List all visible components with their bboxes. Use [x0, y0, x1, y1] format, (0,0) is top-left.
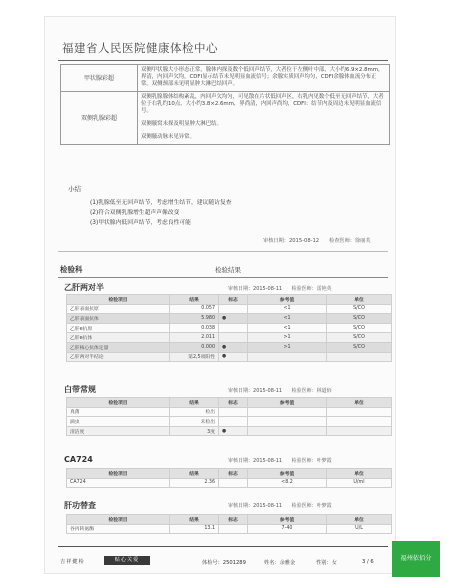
cell-flag [219, 407, 248, 417]
col-result: 结果 [170, 515, 219, 525]
section-title: 肝功替查 [64, 501, 96, 510]
table-header [67, 469, 392, 479]
cell-item: 乙肝e抗原 [67, 323, 170, 333]
checker-label: 检验医师： [291, 458, 317, 464]
cell-flag [219, 524, 248, 534]
cell-result: 未检出 [170, 417, 219, 427]
cell-item: 乙肝表面抗原 [67, 304, 170, 314]
finding-line: 双侧甲状腺大小形态正常，腺体内探及数个低回声结节，大者位于左侧叶中部，大小约6.9×2.8mm，界清，内回声欠均，CDFI显示结节未见明显血流信号；余腺实质回声均匀，CDFI余腺体血流分布正常。双侧颈部未见明显肿大淋巴结回声。 [141, 67, 384, 87]
page-number: 3 / 6 [362, 559, 374, 565]
checker-name: 雷艳英 [316, 286, 332, 292]
cell-ref [248, 407, 327, 417]
checker-name: 叶梦霞 [316, 503, 332, 509]
table-row [67, 417, 392, 427]
col-item: 检验项目 [67, 469, 170, 479]
summary-audit [263, 237, 371, 244]
finding-line: 双侧腋窝未探及明显肿大淋巴结。 [141, 121, 222, 127]
footer-slogan: 贴心关爱 [104, 556, 150, 565]
lab-title: 检验科 [60, 265, 83, 274]
cell-result: 0.038 [170, 323, 219, 333]
cell-flag: ● [219, 342, 248, 352]
table-row [67, 333, 392, 343]
cell-ref: <1 [248, 314, 327, 324]
leucorrhea-table [66, 397, 392, 436]
table-row [67, 352, 392, 362]
sex-label: 性别： [316, 560, 332, 566]
section-title: 白带常规 [64, 385, 96, 394]
liver-table [66, 514, 392, 534]
ca724-table [66, 468, 392, 488]
cell-unit: U/L [327, 524, 392, 534]
sex-value: 女 [331, 560, 337, 566]
audit-date: 2015-08-11 [253, 458, 283, 464]
audit-date: 2015-08-11 [253, 286, 283, 292]
ultrasound-table [60, 64, 390, 145]
section-audit [228, 457, 332, 464]
audit-label: 审核日期： [263, 238, 289, 244]
summary-item: (3)甲状腺内低回声结节，考虑良性可能 [90, 220, 191, 226]
thyroid-row [61, 65, 390, 92]
cell-ref: 7-40 [248, 524, 327, 534]
table-header [67, 398, 392, 408]
col-flag: 标志 [219, 515, 248, 525]
header-divider [58, 60, 388, 61]
col-ref: 参考值 [248, 469, 327, 479]
finding-line: 双侧乳腺腺体结构紊乱，内回声欠均匀，可见散在片状低回声区，右乳内见数个低至无回声结节，大者位于右乳约10点，大小约3.8×2.6mm，界尚清，内回声尚均，CDFI：结节内及周边未见明显血流信号。 [141, 94, 384, 114]
cell-ref: <8.2 [248, 478, 327, 488]
section-audit [228, 285, 332, 292]
summary-item: (2)符合双侧乳腺增生超声声像改变 [90, 210, 180, 216]
table-row [67, 524, 392, 534]
cell-result: 0.057 [170, 304, 219, 314]
footer-name [264, 559, 295, 566]
cell-result: 13.1 [170, 524, 219, 534]
col-result: 结果 [170, 469, 219, 479]
audit-label: 审核日期： [228, 388, 254, 394]
cell-unit [327, 352, 392, 362]
col-result: 结果 [170, 295, 219, 305]
checker-label: 检验医师： [291, 286, 317, 292]
finding-line: 双侧腋动脉未见异常。 [141, 134, 195, 140]
footer-divider [58, 546, 388, 547]
cell-ref [248, 426, 327, 436]
hospital-title: 福建省人民医院健康体检中心 [62, 41, 218, 55]
name-value: 余雅金 [279, 560, 296, 566]
checker-label: 检查医师： [329, 238, 355, 244]
cell-unit: S/CO [327, 342, 392, 352]
footer-sex [316, 559, 337, 566]
summary-list [90, 198, 232, 228]
cell-item: 真菌 [67, 407, 170, 417]
col-ref: 参考值 [248, 398, 327, 408]
cell-item: 乙肝表面抗体 [67, 314, 170, 324]
cell-unit [327, 426, 392, 436]
col-item: 检验项目 [67, 295, 170, 305]
cell-flag [219, 417, 248, 427]
table-header [67, 515, 392, 525]
cell-ref [248, 417, 327, 427]
summary-title: 小结 [68, 185, 81, 193]
cell-item: 清洁度 [67, 426, 170, 436]
cell-item: 乙肝核心抗体定量 [67, 342, 170, 352]
table-row [67, 342, 392, 352]
thyroid-finding [138, 65, 390, 92]
name-label: 姓名： [264, 560, 280, 566]
footer-id [202, 559, 246, 566]
checker-label: 检验医师： [291, 503, 317, 509]
audit-label: 审核日期： [228, 503, 254, 509]
cell-unit: S/CO [327, 314, 392, 324]
section-title: CA724 [64, 455, 93, 464]
table-row [67, 304, 392, 314]
section-audit [228, 387, 332, 394]
section-divider [58, 251, 388, 252]
col-flag: 标志 [219, 295, 248, 305]
footer-brand: 吉祥健检 [60, 559, 85, 565]
cell-item: 滴虫 [67, 417, 170, 427]
checker-name: 林道佰 [316, 388, 332, 394]
cell-ref: >1 [248, 333, 327, 343]
audit-date: 2015-08-11 [253, 388, 283, 394]
col-item: 检验项目 [67, 398, 170, 408]
cell-unit: S/CO [327, 333, 392, 343]
col-unit: 单位 [327, 398, 392, 408]
cell-flag [219, 478, 248, 488]
col-unit: 单位 [327, 295, 392, 305]
col-flag: 标志 [219, 398, 248, 408]
col-unit: 单位 [327, 469, 392, 479]
lab-result-title: 检验结果 [215, 266, 241, 274]
cell-result: 2.36 [170, 478, 219, 488]
id-label: 体检号： [202, 560, 223, 566]
cell-ref: >1 [248, 342, 327, 352]
cell-unit [327, 417, 392, 427]
breast-row [61, 92, 390, 145]
cell-unit: S/CO [327, 304, 392, 314]
thyroid-label: 甲状腺彩超 [61, 65, 138, 92]
checker-name: 叶梦霞 [316, 458, 332, 464]
cell-ref [248, 352, 327, 362]
col-item: 检验项目 [67, 515, 170, 525]
cell-result: 3度 [170, 426, 219, 436]
cell-flag: ● [219, 426, 248, 436]
cell-unit [327, 407, 392, 417]
col-ref: 参考值 [248, 295, 327, 305]
hepatitis-table [66, 294, 392, 362]
lab-divider [58, 277, 388, 278]
cell-ref: <1 [248, 323, 327, 333]
cell-unit: U/ml [327, 478, 392, 488]
cell-item: CA724 [67, 478, 170, 488]
cell-unit: S/CO [327, 323, 392, 333]
col-ref: 参考值 [248, 515, 327, 525]
summary-item: (1)乳腺低至无回声结节，考虑增生结节，建议随访复查 [90, 200, 232, 206]
cell-result: 第2,5项阳性 [170, 352, 219, 362]
cell-item: 乙肝两对半结论 [67, 352, 170, 362]
audit-label: 审核日期： [228, 286, 254, 292]
audit-label: 审核日期： [228, 458, 254, 464]
cell-flag [219, 323, 248, 333]
cell-result: 检出 [170, 407, 219, 417]
section-audit [228, 502, 332, 509]
cell-flag [219, 304, 248, 314]
table-row [67, 314, 392, 324]
col-flag: 标志 [219, 469, 248, 479]
audit-date: 2015-08-12 [288, 238, 320, 244]
table-header [67, 295, 392, 305]
col-unit: 单位 [327, 515, 392, 525]
breast-label: 双侧乳腺彩超 [61, 92, 138, 145]
audit-date: 2015-08-11 [253, 503, 283, 509]
cell-result: 5.980 [170, 314, 219, 324]
cell-flag: ● [219, 314, 248, 324]
section-title: 乙肝两对半 [64, 283, 104, 292]
cell-item: 谷丙转氨酶 [67, 524, 170, 534]
breast-finding [138, 92, 390, 145]
id-value: 2501289 [222, 560, 246, 566]
table-row [67, 407, 392, 417]
table-row [67, 478, 392, 488]
col-result: 结果 [170, 398, 219, 408]
checker-name: 徐丽芙 [354, 238, 371, 244]
cell-result: 2.011 [170, 333, 219, 343]
cell-result: 0.000 [170, 342, 219, 352]
table-row [67, 426, 392, 436]
cell-ref: <1 [248, 304, 327, 314]
cell-item: 乙肝e抗体 [67, 333, 170, 343]
cell-flag [219, 333, 248, 343]
watermark-badge: 福州依佰分 [392, 541, 440, 577]
table-row [67, 323, 392, 333]
cell-flag: ● [219, 352, 248, 362]
checker-label: 检验医师： [291, 388, 317, 394]
